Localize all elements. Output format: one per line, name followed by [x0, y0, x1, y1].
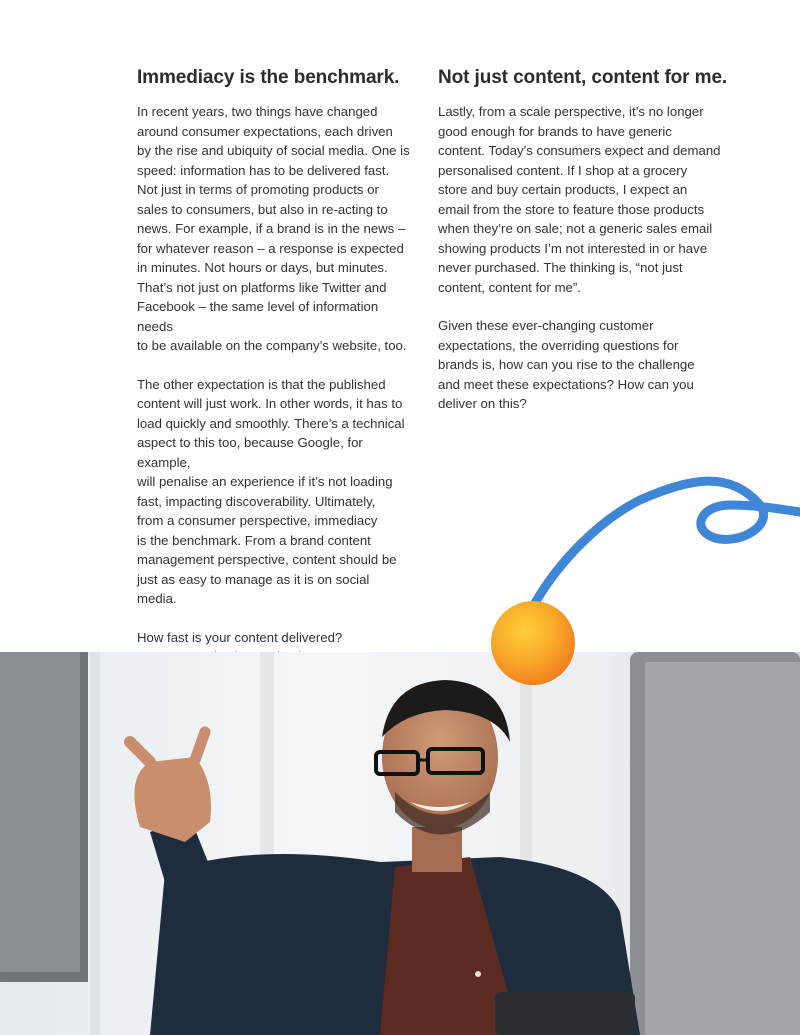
- section-heading-immediacy: Immediacy is the benchmark.: [137, 67, 400, 88]
- paragraph: Given these ever-changing customer expectations, the overriding questions for brands is, how can you rise to the challenge and meet these expectations? How can you deliver on this?: [438, 318, 695, 411]
- person-at-desk-illustration: [0, 652, 800, 1035]
- hero-photo: [0, 652, 800, 1035]
- paragraph: Lastly, from a scale perspective, it’s no longer good enough for brands to have generic content. Today’s consumers expect and demand personalised content. If I shop at a grocery store and buy certain products, I expect an email from the store to feature those products when they’re on sale; not a generic sales email showing products I’m not interested in or have never purchased. The thinking is, “not just content, content for me”.: [438, 104, 721, 295]
- paragraph: The other expectation is that the published content will just work. In other words, it has to load quickly and smoothly. There’s a technical aspect to this too, because Google, for example, will penalise an experience if it’s not loading fast, impacting discoverability. Ultimately, from a consumer perspective, immediacy is the benchmark. From a brand content management perspective, content should be just as easy to manage as it is on social media.: [137, 376, 405, 606]
- section-heading-content-for-me: Not just content, content for me.: [438, 67, 728, 88]
- left-column: [137, 66, 412, 705]
- right-column: [438, 66, 738, 433]
- paragraph: In recent years, two things have changed around consumer expectations, each driven by the rise and ubiquity of social media. One is speed: information has to be delivered fast. Not just in terms of promoting products or sales to consumers, but also in re-acting to news. For example, if a brand is in the news – for whatever reason – a response is expected in minutes. Not hours or days, but minutes. That’s not just on platforms like Twitter and Facebook – the same level of information needs to be available on the company’s website, too.: [137, 104, 410, 353]
- paragraph: How fast is your content delivered?: [137, 629, 343, 645]
